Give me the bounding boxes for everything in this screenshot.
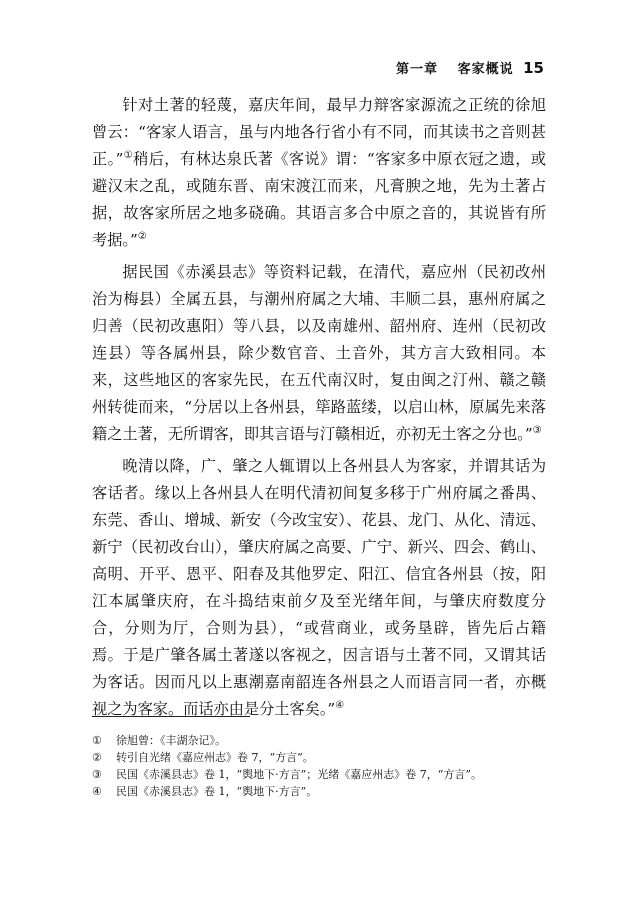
chapter-label: 第一章: [396, 62, 439, 77]
footnote-divider: [92, 716, 250, 717]
running-head: [396, 58, 544, 77]
footnote-text: 民国《赤溪县志》卷 1，“舆地下·方言”。: [116, 785, 318, 798]
paragraph-text: 据民国《赤溪县志》等资料记载，在清代，嘉应州（民初改州治为梅县）全属五县，与潮州府属之大埔、丰顺二县，惠州府属之归善（民初改惠阳）等八县，以及南雄州、韶州府、连州（民初改连县）等各属州县，除少数官音、土音外，其方言大致相同。本来，这些地区的客家先民，在五代南汉时，复由闽之汀州、赣之赣州转徙而来，“分居以上各州县，筚路蓝缕，以启山林，原属先来落籍之土著，无所谓客，即其言语与汀赣相近，亦初无土客之分也。”: [92, 263, 546, 443]
footnotes: [92, 732, 546, 800]
footnote-ref-2: ②: [137, 230, 147, 242]
footnote-2: [92, 749, 546, 766]
footnote-ref-4: ④: [335, 699, 345, 711]
chapter-title: 客家概说: [457, 62, 514, 77]
paragraph-1: [92, 92, 546, 254]
paragraph-2: [92, 259, 546, 448]
paragraph-3: [92, 453, 546, 723]
footnote-ref-1: ①: [123, 149, 134, 161]
paragraph-text: 针对土著的轻蔑，嘉庆年间，最早力辩客家源流之正统的徐旭曾云：“客家人语言，虽与内地各行省小有不同，而其读书之音则甚正。”: [92, 96, 546, 168]
footnote-mark: ①: [92, 734, 102, 747]
footnote-text: 民国《赤溪县志》卷 1，“舆地下·方言”；光绪《嘉应州志》卷 7，“方言”。: [116, 768, 482, 781]
page-number: 15: [523, 59, 544, 77]
footnote-mark: ④: [92, 785, 102, 798]
footnote-text: 转引自光绪《嘉应州志》卷 7，“方言”。: [116, 751, 314, 764]
footnote-text: 徐旭曾：《丰湖杂记》。: [116, 734, 226, 747]
footnote-4: [92, 783, 546, 800]
footnote-1: [92, 732, 546, 749]
body-text: [92, 92, 546, 728]
footnote-mark: ③: [92, 768, 102, 781]
paragraph-text: 稍后，有林达泉氏著《客说》谓：“客家多中原衣冠之遗，或避汉末之乱，或随东晋、南宋渡江而来，凡膏腴之地，先为土著占据，故客家所居之地多硗确。其语言多合中原之音的，其说皆有所考据。”: [92, 150, 547, 249]
footnote-mark: ②: [92, 751, 102, 764]
paragraph-text: 晚清以降，广、肇之人辄谓以上各州县人为客家，并谓其话为客话者。缘以上各州县人在明代清初间复多移于广州府属之番禺、东莞、香山、增城、新安（今改宝安）、花县、龙门、从化、清远、新宁（民初改台山），肇庆府属之高要、广宁、新兴、四会、鹤山、高明、开平、恩平、阳春及其他罗定、阳江、信宜各州县（按，阳江本属肇庆府，在斗捣结束前夕及至光绪年间，与肇庆府数度分合，分则为厅，合则为县），“或营商业，或务垦辟，皆先后占籍焉。于是广肇各属土著遂以客视之，因言语与土著不同，又谓其话为客话。因而凡以上惠潮嘉南韶连各州县之人而语言同一者，亦概视之为客家。而话亦由是分土客矣。”: [92, 457, 546, 718]
footnote-3: [92, 766, 546, 783]
footnote-ref-3: ③: [532, 424, 542, 436]
